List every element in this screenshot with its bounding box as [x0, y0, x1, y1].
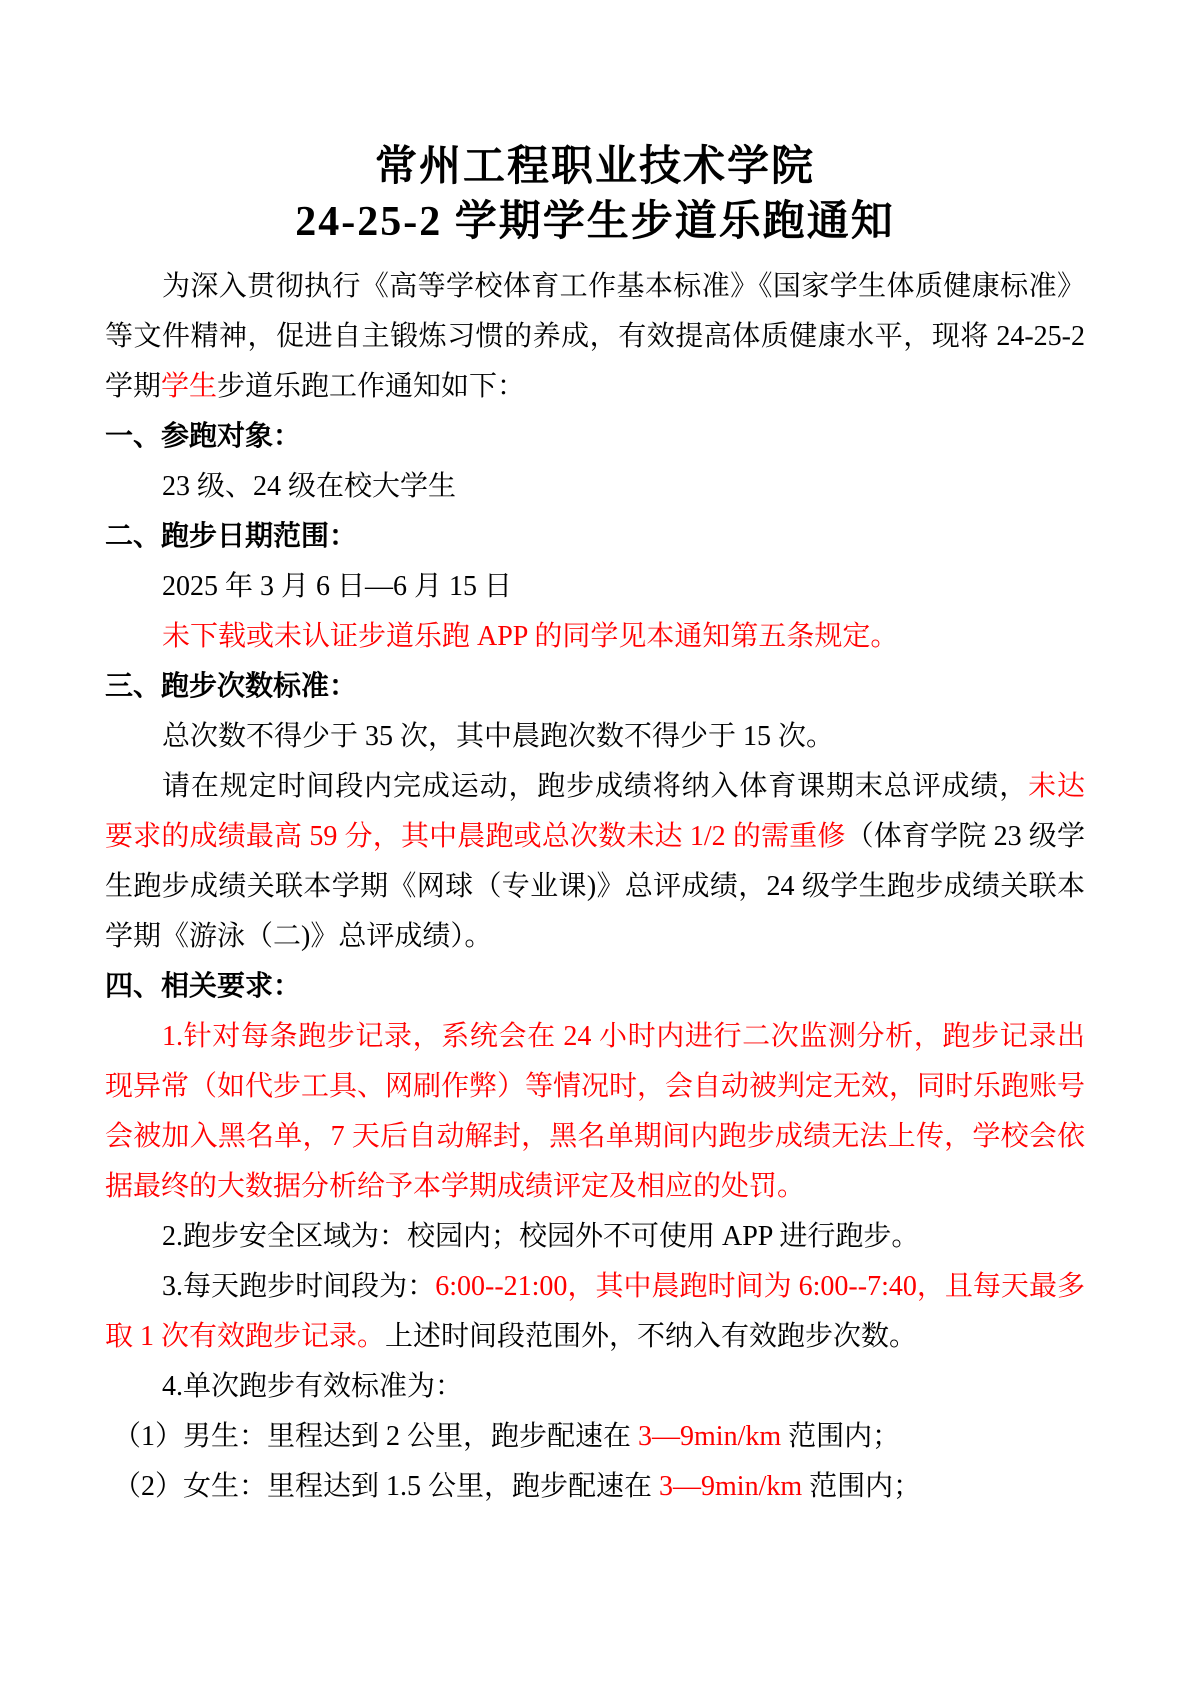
text-run: 三、跑步次数标准： [105, 671, 358, 702]
text-run: 4.单次跑步有效标准为： [162, 1371, 464, 1402]
text-run: 总次数不得少于 35 次，其中晨跑次数不得少于 15 次。 [162, 721, 835, 752]
paragraph [105, 612, 1085, 662]
text-run: 二、跑步日期范围： [105, 521, 358, 552]
paragraph [105, 1412, 1085, 1462]
text-run: （2）女生：里程达到 1.5 公里，跑步配速在 [113, 1471, 660, 1502]
section-heading [105, 512, 1085, 562]
emphasis-text-run: 6:00--21:00，其中晨跑时间为 6:00--7:40，且每天最多取 1 次有效跑步记录。 [105, 1271, 1085, 1352]
text-run: 为深入贯彻执行《高等学校体育工作基本标准》《国家学生体质健康标准》等文件精神，促进自主锻炼习惯的养成，有效提高体质健康水平，现将 24-25-2 学期 [105, 271, 1092, 402]
paragraph [105, 712, 1085, 762]
emphasis-text-run: 3—9min/km [659, 1471, 803, 1502]
text-run: 2.跑步安全区域为：校园内；校园外不可使用 APP 进行跑步。 [162, 1221, 920, 1252]
text-run: （体育学院 23 级学生跑步成绩关联本学期《网球（专业课)》总评成绩，24 级学生跑步成绩关联本学期《游泳（二)》总评成绩）。 [105, 821, 1085, 952]
text-run: 范围内； [781, 1421, 901, 1452]
emphasis-text-run: 3—9min/km [638, 1421, 782, 1452]
text-run: （1）男生：里程达到 2 公里，跑步配速在 [113, 1421, 639, 1452]
text-run: 2025 年 3 月 6 日—6 月 15 日 [162, 571, 513, 602]
text-run: 上述时间段范围外，不纳入有效跑步次数。 [385, 1321, 918, 1352]
paragraph [105, 1212, 1085, 1262]
document-title [105, 140, 1085, 250]
text-run: 步道乐跑工作通知如下： [217, 371, 526, 402]
emphasis-text-run: 未下载或未认证步道乐跑 APP 的同学见本通知第五条规定。 [162, 621, 899, 652]
section-heading [105, 962, 1085, 1012]
paragraph [105, 1362, 1085, 1412]
section-heading [105, 662, 1085, 712]
paragraph [105, 1012, 1085, 1212]
document-title-line-1: 常州工程职业技术学院 [374, 144, 815, 190]
emphasis-text-run: 1.针对每条跑步记录，系统会在 24 小时内进行二次监测分析，跑步记录出现异常（如代步工具、网刷作弊）等情况时，会自动被判定无效，同时乐跑账号会被加入黑名单，7 天后自动解封，黑名单期间内跑步成绩无法上传，学校会依据最终的大数据分析给予本学期成绩评定及相应的处罚。 [105, 1021, 1086, 1202]
paragraph [105, 1262, 1085, 1362]
text-run: 四、相关要求： [105, 971, 302, 1002]
text-run: 请在规定时间段内完成运动，跑步成绩将纳入体育课期末总评成绩， [162, 771, 1029, 802]
paragraph [105, 562, 1085, 612]
text-run: 3.每天跑步时间段为： [162, 1271, 436, 1302]
text-run: 23 级、24 级在校大学生 [162, 471, 457, 502]
emphasis-text-run: 未达要求的成绩最高 59 分，其中晨跑或总次数未达 1/2 的需重修 [105, 771, 1085, 852]
emphasis-text-run: 学生 [161, 371, 218, 402]
section-heading [105, 412, 1085, 462]
document-body [105, 262, 1092, 1512]
paragraph [105, 262, 1092, 412]
paragraph [105, 762, 1085, 962]
paragraph [105, 462, 1085, 512]
paragraph [105, 1462, 1085, 1512]
document-title-line-2: 24-25-2 学期学生步道乐跑通知 [295, 199, 895, 245]
text-run: 范围内； [802, 1471, 922, 1502]
text-run: 一、参跑对象： [105, 421, 302, 452]
